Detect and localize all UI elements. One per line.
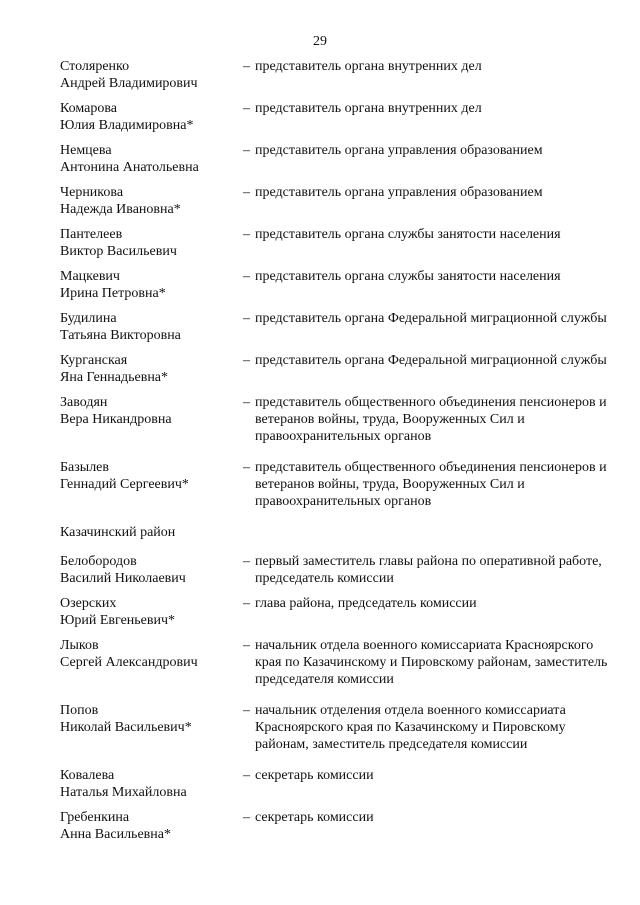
member-given-names: Ирина Петровна* bbox=[60, 286, 166, 301]
dash: – bbox=[243, 227, 250, 242]
member-given-names: Андрей Владимирович bbox=[60, 76, 198, 91]
dash: – bbox=[243, 810, 250, 825]
member-surname: Курганская bbox=[60, 353, 128, 368]
commission-member-list bbox=[60, 58, 620, 851]
member-role bbox=[243, 394, 620, 445]
dash: – bbox=[243, 269, 250, 284]
member-surname: Будилина bbox=[60, 311, 117, 326]
dash: – bbox=[243, 554, 250, 569]
member-entry bbox=[60, 702, 620, 753]
member-role-text: представитель органа управления образованием bbox=[255, 185, 543, 200]
member-role-text: представитель органа службы занятости населения bbox=[255, 227, 561, 242]
member-given-names: Геннадий Сергеевич* bbox=[60, 477, 189, 492]
dash: – bbox=[243, 703, 250, 718]
member-role bbox=[243, 268, 620, 302]
member-given-names: Юрий Евгеньевич* bbox=[60, 613, 176, 628]
member-surname: Озерских bbox=[60, 596, 117, 611]
member-role-text: представитель общественного объединения пенсионеров и ветеранов войны, труда, Вооруженных Сил и правоохранительных органов bbox=[255, 395, 607, 444]
member-role-text: представитель органа управления образованием bbox=[255, 143, 543, 158]
member-entry bbox=[60, 184, 620, 218]
member-role bbox=[243, 459, 620, 510]
member-role bbox=[243, 100, 620, 134]
member-given-names: Василий Николаевич bbox=[60, 571, 186, 586]
member-name bbox=[60, 637, 243, 688]
member-surname: Черникова bbox=[60, 185, 124, 200]
member-entry bbox=[60, 809, 620, 843]
member-surname: Гребенкина bbox=[60, 810, 130, 825]
member-surname: Базылев bbox=[60, 460, 109, 475]
member-role-text: первый заместитель главы района по оперативной работе, председатель комиссии bbox=[255, 554, 602, 586]
member-role bbox=[243, 553, 620, 587]
member-name bbox=[60, 595, 243, 629]
member-entry bbox=[60, 767, 620, 801]
member-given-names: Наталья Михайловна bbox=[60, 785, 187, 800]
member-role-text: глава района, председатель комиссии bbox=[255, 596, 477, 611]
dash: – bbox=[243, 311, 250, 326]
member-role-text: представитель органа службы занятости населения bbox=[255, 269, 561, 284]
member-given-names: Сергей Александрович bbox=[60, 655, 198, 670]
member-name bbox=[60, 352, 243, 386]
member-name bbox=[60, 702, 243, 753]
member-given-names: Виктор Васильевич bbox=[60, 244, 177, 259]
member-given-names: Антонина Анатольевна bbox=[60, 160, 199, 175]
member-role-text: представитель органа Федеральной миграционной службы bbox=[255, 311, 607, 326]
member-surname: Попов bbox=[60, 703, 99, 718]
member-name bbox=[60, 394, 243, 445]
member-name bbox=[60, 767, 243, 801]
member-name bbox=[60, 226, 243, 260]
member-entry bbox=[60, 595, 620, 629]
member-role bbox=[243, 142, 620, 176]
member-given-names: Яна Геннадьевна* bbox=[60, 370, 169, 385]
member-surname: Столяренко bbox=[60, 59, 130, 74]
member-name bbox=[60, 142, 243, 176]
member-name bbox=[60, 100, 243, 134]
member-role bbox=[243, 58, 620, 92]
member-role bbox=[243, 352, 620, 386]
member-role-text: секретарь комиссии bbox=[255, 768, 374, 783]
member-role-text: представитель органа Федеральной миграционной службы bbox=[255, 353, 607, 368]
member-surname: Белобородов bbox=[60, 554, 137, 569]
member-given-names: Надежда Ивановна* bbox=[60, 202, 181, 217]
dash: – bbox=[243, 638, 250, 653]
member-entry bbox=[60, 553, 620, 587]
member-entry bbox=[60, 58, 620, 92]
member-entry bbox=[60, 142, 620, 176]
member-role-text: начальник отдела военного комиссариата Красноярского края по Казачинскому и Пировскому районам, заместитель председателя комиссии bbox=[255, 638, 608, 687]
member-entry bbox=[60, 637, 620, 688]
member-role bbox=[243, 226, 620, 260]
member-surname: Ковалева bbox=[60, 768, 115, 783]
dash: – bbox=[243, 59, 250, 74]
member-role-text: секретарь комиссии bbox=[255, 810, 374, 825]
member-name bbox=[60, 809, 243, 843]
member-role bbox=[243, 595, 620, 629]
member-role-text: представитель общественного объединения пенсионеров и ветеранов войны, труда, Вооруженных Сил и правоохранительных органов bbox=[255, 460, 607, 509]
member-surname: Лыков bbox=[60, 638, 99, 653]
member-role bbox=[243, 310, 620, 344]
dash: – bbox=[243, 101, 250, 116]
dash: – bbox=[243, 143, 250, 158]
dash: – bbox=[243, 353, 250, 368]
member-name bbox=[60, 184, 243, 218]
member-surname: Комарова bbox=[60, 101, 117, 116]
member-surname: Мацкевич bbox=[60, 269, 120, 284]
member-entry bbox=[60, 310, 620, 344]
member-surname: Немцева bbox=[60, 143, 112, 158]
member-role-text: представитель органа внутренних дел bbox=[255, 59, 482, 74]
section-heading: Казачинский район bbox=[60, 525, 176, 540]
member-entry bbox=[60, 226, 620, 260]
member-entry bbox=[60, 394, 620, 445]
member-role bbox=[243, 809, 620, 843]
member-name bbox=[60, 459, 243, 510]
member-role bbox=[243, 637, 620, 688]
dash: – bbox=[243, 596, 250, 611]
member-name bbox=[60, 553, 243, 587]
page-number: 29 bbox=[313, 34, 327, 49]
dash: – bbox=[243, 768, 250, 783]
member-given-names: Анна Васильевна* bbox=[60, 827, 171, 842]
member-name bbox=[60, 310, 243, 344]
member-role bbox=[243, 767, 620, 801]
member-surname: Пантелеев bbox=[60, 227, 123, 242]
member-name bbox=[60, 58, 243, 92]
member-role bbox=[243, 702, 620, 753]
dash: – bbox=[243, 460, 250, 475]
member-entry bbox=[60, 268, 620, 302]
member-role bbox=[243, 184, 620, 218]
member-given-names: Вера Никандровна bbox=[60, 412, 172, 427]
member-entry bbox=[60, 459, 620, 510]
member-entry bbox=[60, 100, 620, 134]
dash: – bbox=[243, 395, 250, 410]
member-surname: Заводян bbox=[60, 395, 108, 410]
dash: – bbox=[243, 185, 250, 200]
member-given-names: Николай Васильевич* bbox=[60, 720, 192, 735]
member-given-names: Юлия Владимировна* bbox=[60, 118, 194, 133]
member-role-text: начальник отделения отдела военного комиссариата Красноярского края по Казачинскому и Пировскому районам, заместитель председателя комиссии bbox=[255, 703, 566, 752]
member-role-text: представитель органа внутренних дел bbox=[255, 101, 482, 116]
member-name bbox=[60, 268, 243, 302]
member-given-names: Татьяна Викторовна bbox=[60, 328, 181, 343]
member-entry bbox=[60, 352, 620, 386]
